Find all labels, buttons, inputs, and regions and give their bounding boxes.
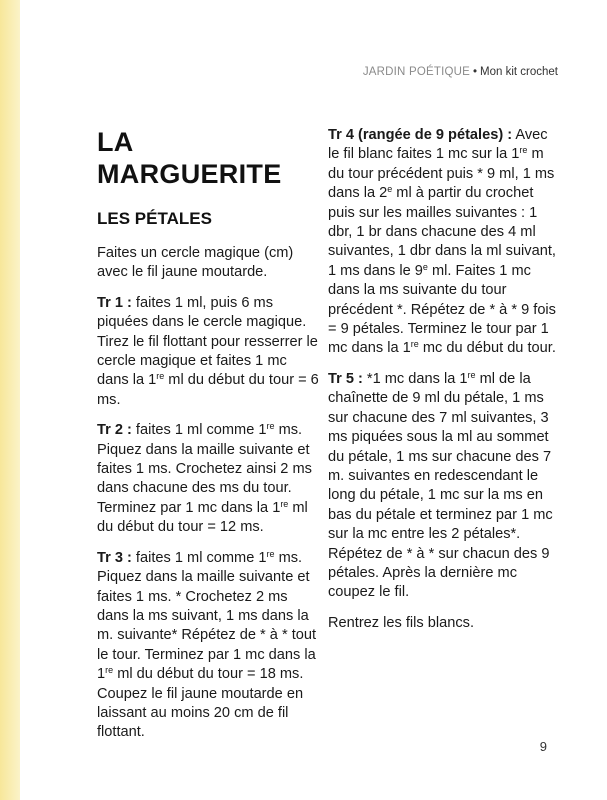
ordinal-suffix: re — [410, 339, 419, 350]
round-1-text-end: ml du début du tour = 6 ms. — [97, 372, 319, 408]
ordinal-suffix: re — [467, 369, 476, 380]
round-4-paragraph — [328, 126, 560, 359]
round-4-label: Tr 4 (rangée de 9 pétales) : — [328, 127, 513, 143]
round-1-text: faites 1 ml, puis 6 ms piquées dans le cercle magique. Tirez le fil flottant pour resserrer le cercle magique et faites 1 mc dans la 1 — [97, 294, 318, 389]
ordinal-suffix: re — [519, 145, 528, 156]
round-5-text-end: ml de la chaînette de 9 ml du pétale, 1 ms sur chacune des 7 ml suivantes, 3 ms piquées sous la ml au sommet du pétale, 1 ms sur chacune des 7 m. suivantes en redescendant le long du pétale, 1 mc sur la ms en bas du pétale et terminez par 1 mc sur la mc entre les 2 pétales*. Répétez de * à * sur chacun des 9 pétales. Après la dernière mc coupez le fil. — [328, 370, 553, 601]
round-4-text-end: mc du début du tour. — [418, 340, 556, 357]
ordinal-suffix: re — [156, 371, 165, 382]
header-separator: • — [472, 66, 478, 78]
series-title: JARDIN POÉTIQUE — [362, 66, 470, 78]
round-2-text-end: ml du début du tour = 12 ms. — [97, 499, 308, 536]
round-1-paragraph — [97, 294, 319, 410]
round-5-paragraph — [328, 370, 560, 603]
round-4-text-4: ml. Faites 1 mc dans la ms suivante du tour précédent *. Répétez de * à * 9 fois = 9 pétales. Terminez le tour par 1 mc dans la 1 — [328, 262, 556, 357]
page-number: 9 — [539, 739, 547, 754]
left-column — [97, 126, 319, 754]
right-column — [328, 126, 560, 644]
ordinal-suffix: e — [422, 261, 428, 272]
ordinal-suffix: re — [266, 421, 275, 432]
round-4-text-2: m du tour précédent puis * 9 ml, 1 ms dans la 2 — [328, 146, 555, 202]
round-1-label: Tr 1 : — [97, 294, 132, 311]
ordinal-suffix: re — [266, 548, 275, 559]
round-5-text: *1 mc dans la 1 — [362, 370, 468, 387]
intro-paragraph: Faites un cercle magique (cm) avec le fil jaune moutarde. — [97, 245, 294, 281]
page-title: LA MARGUERITE — [97, 127, 282, 189]
round-2-paragraph — [97, 421, 319, 537]
ordinal-suffix: re — [105, 665, 114, 676]
round-3-text-end: ml du début du tour = 18 ms. Coupez le fil jaune moutarde en laissant au moins 20 cm de fil flottant. — [97, 666, 304, 741]
book-title: Mon kit crochet — [480, 66, 558, 78]
decorative-side-band — [0, 0, 20, 800]
round-4-text: Avec le fil blanc faites 1 mc sur la 1 — [328, 127, 548, 163]
closing-paragraph: Rentrez les fils blancs. — [328, 614, 474, 631]
round-2-text: faites 1 ml comme 1 — [131, 422, 267, 439]
round-3-text-mid: ms. Piquez dans la maille suivante et faites 1 ms. * Crochetez 2 ms dans la ms suivant, 1 ms dans la m. suivante* Répétez de * à * tout le tour. Terminez par 1 mc dans la 1 — [97, 549, 317, 683]
round-3-text: faites 1 ml comme 1 — [131, 549, 267, 566]
round-2-label: Tr 2 : — [97, 422, 132, 439]
section-heading: LES PÉTALES — [97, 209, 212, 228]
round-4-text-3: ml à partir du crochet puis sur les mailles suivantes : 1 dbr, 1 br dans chacune des 4 ml suivantes, 1 dbr dans la ml suivant, 1 ms dans le 9 — [328, 185, 556, 279]
ordinal-suffix: e — [387, 184, 393, 195]
running-header — [363, 66, 558, 78]
round-2-text-mid: ms. Piquez dans la maille suivante et faites 1 ms. Crochetez ainsi 2 ms dans chacune des ms du tour. Terminez par 1 mc dans la 1 — [97, 422, 312, 516]
round-5-label: Tr 5 : — [328, 370, 363, 387]
round-3-paragraph — [97, 549, 319, 743]
ordinal-suffix: re — [280, 498, 289, 509]
round-3-label: Tr 3 : — [97, 549, 132, 566]
